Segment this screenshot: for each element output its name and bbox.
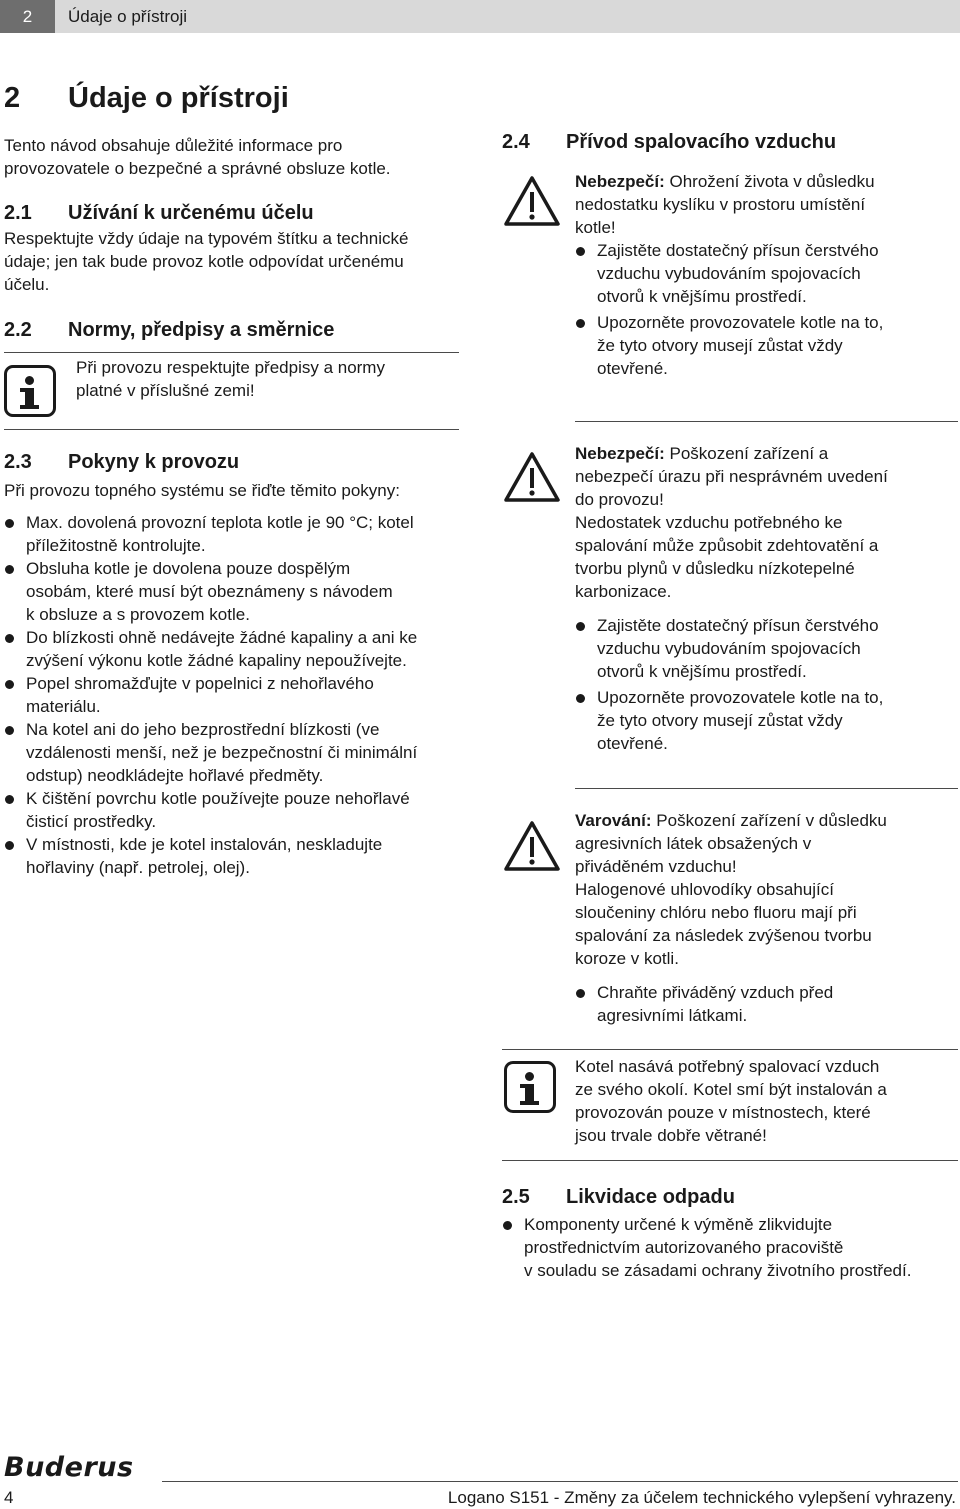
- subsection-heading-2-3: 2.3 Pokyny k provozu: [4, 451, 240, 473]
- info-note: Při provozu respektujte předpisy a normy platné v příslušné zemi!: [4, 353, 459, 429]
- section-heading: [4, 78, 459, 118]
- list-item: Popel shromažďujte v popelnici z nehořlavého materiálu.: [4, 672, 459, 718]
- footer-divider: [162, 1481, 958, 1482]
- subsection-intro-2-3: Při provozu topného systému se řiďte těmito pokyny:: [4, 481, 400, 500]
- info-icon: [4, 365, 56, 417]
- list-item: Komponenty určené k výměně zlikvidujte prostřednictvím autorizovaného pracoviště v souladu se zásadami ochrany životního prostředí.: [502, 1213, 958, 1282]
- list-item: K čištění povrchu kotle používejte pouze nehořlavé čisticí prostředky.: [4, 787, 459, 833]
- page-header: [0, 0, 960, 33]
- left-column: [4, 78, 459, 879]
- subsection-text-2-1: Respektujte vždy údaje na typovém štítku a technické údaje; jen tak bude provoz kotle odpovídat určenému účelu.: [4, 229, 409, 294]
- section-number: 2: [4, 82, 21, 114]
- info-note: Kotel nasává potřebný spalovací vzduch ze svého okolí. Kotel smí být instalován a provozován pouze v místnostech, které jsou trvale dobře větrané!: [502, 1050, 958, 1160]
- header-section-number: 2: [0, 0, 55, 33]
- warning-note: Nebezpečí: Ohrožení života v důsledku nedostatku kyslíku v prostoru umístění kotle! Zajistěte dostatečný přísun čerstvého vzduchu vybudováním spojovacích otvorů k vnějšímu prostředí. Upozorněte provozovatele kotle na to, že tyto otvory musejí zůstat vždy otevřené.: [502, 174, 958, 394]
- subsection-heading-2-5: 2.5 Likvidace odpadu: [502, 1186, 735, 1208]
- page-number: 4: [4, 1488, 14, 1507]
- warning-note: Varování: Poškození zařízení v důsledku agresivních látek obsažených v přiváděném vzduchu! Halogenové uhlovodíky obsahující sloučeniny chlóru nebo fluoru mají při spalování za následek zvýšenou tvorbu koroze v kotli. Chraňte přiváděný vzduch před agresivními látkami.: [502, 813, 958, 1049]
- bullet-list: [4, 511, 459, 879]
- warning-icon: [502, 450, 562, 504]
- subsection-heading-2-2: 2.2 Normy, předpisy a směrnice: [4, 319, 335, 341]
- list-item: V místnosti, kde je kotel instalován, neskladujte hořlaviny (např. petrolej, olej).: [4, 833, 459, 879]
- footer-text: Logano S151 - Změny za účelem technického vylepšení vyhrazeny.: [447, 1488, 956, 1507]
- subsection-heading-2-4: 2.4 Přívod spalovacího vzduchu: [502, 131, 837, 153]
- header-section-title: Údaje o přístroji: [68, 7, 188, 26]
- section-title: Údaje o přístroji: [68, 82, 289, 114]
- right-column: [502, 128, 958, 1282]
- list-item: Upozorněte provozovatele kotle na to, že tyto otvory musejí zůstat vždy otevřené.: [575, 311, 959, 380]
- warning-icon: [502, 174, 562, 228]
- list-item: Chraňte přiváděný vzduch před agresivními látkami.: [575, 981, 959, 1027]
- list-item: Max. dovolená provozní teplota kotle je 90 °C; kotel příležitostně kontrolujte.: [4, 511, 459, 557]
- brand-logo: Buderus: [4, 1452, 134, 1483]
- subsection-heading-2-1: 2.1 Užívání k určenému účelu: [4, 202, 314, 224]
- list-item: Do blízkosti ohně nedávejte žádné kapaliny a ani ke zvýšení výkonu kotle žádné kapaliny nepoužívejte.: [4, 626, 459, 672]
- warning-icon: [502, 819, 562, 873]
- list-item: Zajistěte dostatečný přísun čerstvého vzduchu vybudováním spojovacích otvorů k vnějšímu prostředí.: [575, 239, 959, 308]
- list-item: Obsluha kotle je dovolena pouze dospělým osobám, které musí být obeznámeny s návodem k obsluze a s provozem kotle.: [4, 557, 459, 626]
- list-item: Na kotel ani do jeho bezprostřední blízkosti (ve vzdálenosti menší, než je bezpečnostní či minimální odstup) neodkládejte hořlavé předměty.: [4, 718, 459, 787]
- warning-note: Nebezpečí: Poškození zařízení a nebezpečí úrazu při nesprávném uvedení do provozu! Nedostatek vzduchu potřebného ke spalování může způsobit zdehtovatění a tvorbu plynů v důsledku nízkotepelné karbonizace. Zajistěte dostatečný přísun čerstvého vzduchu vybudováním spojovacích otvorů k vnějšímu prostředí. Upozorněte provozovatele kotle na to, že tyto otvory musejí zůstat vždy otevřené.: [502, 446, 958, 792]
- section-intro: Tento návod obsahuje důležité informace pro provozovatele o bezpečné a správné obsluze kotle.: [4, 136, 391, 178]
- list-item: Upozorněte provozovatele kotle na to, že tyto otvory musejí zůstat vždy otevřené.: [575, 686, 959, 755]
- list-item: Zajistěte dostatečný přísun čerstvého vzduchu vybudováním spojovacích otvorů k vnějšímu prostředí.: [575, 614, 959, 683]
- info-icon: [504, 1061, 556, 1113]
- divider: [575, 421, 958, 422]
